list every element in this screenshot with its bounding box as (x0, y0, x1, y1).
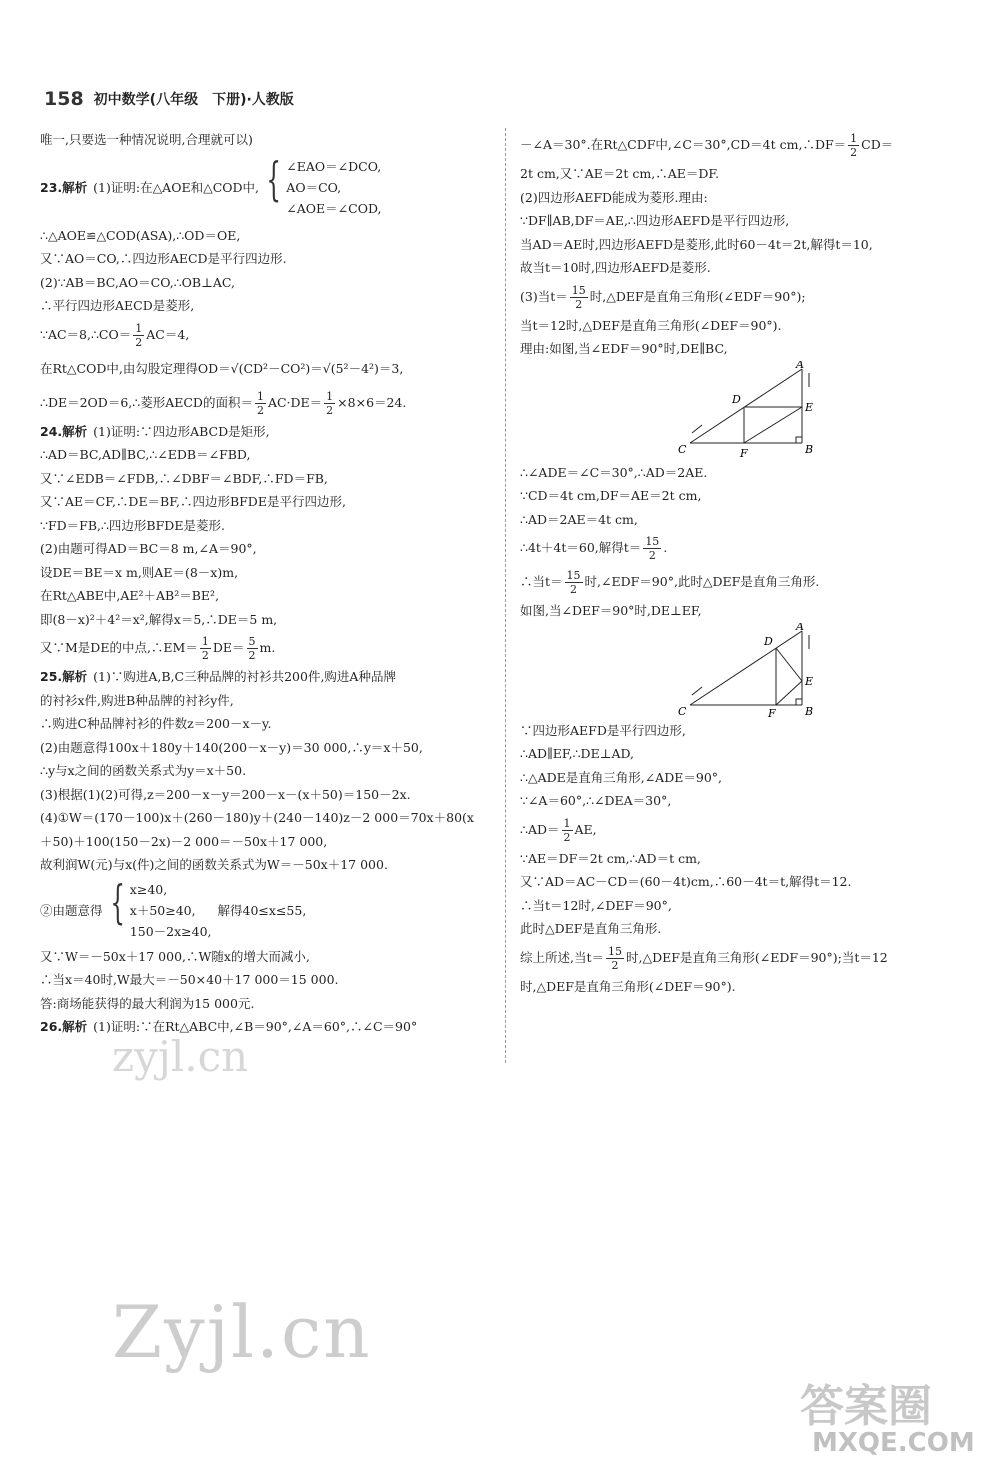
q23-line1 (40, 152, 492, 224)
q23-line6 (40, 318, 492, 352)
q25-line10 (40, 877, 492, 945)
q24-l10b: DE＝ (212, 640, 245, 655)
fraction (606, 945, 624, 972)
q25-l10b: 解得40≤x≤55, (217, 902, 307, 918)
q23-line7: 在Rt△COD中,由勾股定理得OD＝√(CD²－CO²)＝√(5²－4²)＝3, (40, 360, 404, 376)
r-line24: 此时△DEF是直角三角形. (520, 921, 662, 936)
q24-l1: (1)证明:∵四边形ABCD是矩形, (93, 423, 270, 439)
r-line20 (520, 813, 970, 847)
numerator: 1 (135, 321, 143, 335)
segment-fe (776, 681, 802, 705)
denominator: 2 (575, 297, 583, 311)
page-header (44, 88, 294, 110)
label-e: E (805, 400, 814, 414)
r-line9: 理由:如图,当∠EDF＝90°时,DE∥BC, (520, 341, 728, 356)
left-column (40, 128, 492, 1039)
q24-line2: ∴AD＝BC,AD∥BC,∴∠EDB＝∠FBD, (40, 447, 251, 462)
q25-line5: ∴y与x之间的函数关系式为y＝x＋50. (40, 763, 247, 778)
book-title: 初中数学(八年级 下册)·人教版 (93, 92, 294, 108)
denominator: 2 (648, 549, 656, 562)
r25b: 时,△DEF是直角三角形(∠EDF＝90°);当t＝12 (626, 949, 888, 965)
r1b: CD＝ (861, 137, 894, 152)
r20b: AE, (574, 821, 597, 837)
figure-1 (670, 361, 820, 461)
q25-line4: (2)由题意得100x＋180y＋140(200－x－y)＝30 000,∴y＝x＋50, (40, 739, 423, 755)
right-angle-mark (796, 699, 802, 705)
fraction (324, 390, 335, 417)
r-line8: 当t＝12时,△DEF是直角三角形(∠DEF＝90°). (520, 317, 782, 333)
r-line16: ∵四边形AEFD是平行四边形, (520, 722, 686, 738)
q23-line5: ∴平行四边形AECD是菱形, (40, 298, 195, 313)
r20a: ∴AD＝ (520, 821, 560, 837)
q25-cond-2: x＋50≥40, (129, 903, 196, 918)
fraction (570, 284, 588, 311)
label-f: F (768, 706, 776, 719)
r-line21: ∵AE＝DF＝2t cm,∴AD＝t cm, (520, 850, 701, 866)
q26-line1 (40, 1015, 492, 1039)
label-a: A (796, 622, 804, 633)
r-line15: 如图,当∠DEF＝90°时,DE⊥EF, (520, 603, 702, 618)
right-column (520, 128, 970, 998)
denominator: 2 (256, 403, 264, 417)
q26-label: 26.解析 (40, 1019, 88, 1034)
denominator: 2 (326, 403, 334, 417)
q24-line10 (40, 631, 492, 665)
numerator: 1 (201, 635, 209, 648)
r-line26: 时,△DEF是直角三角形(∠DEF＝90°). (520, 978, 736, 994)
numerator: 1 (256, 389, 264, 403)
r-line6: 故当t＝10时,四边形AEFD是菱形. (520, 260, 711, 275)
q25-line6: (3)根据(1)(2)可得,z＝200－x－y＝200－x－(x＋50)＝150－2x. (40, 786, 411, 802)
label-b: B (805, 442, 814, 456)
segment-fe (744, 407, 802, 443)
label-b: B (805, 704, 814, 718)
watermark-large: Zyjl.cn (112, 1290, 372, 1374)
r-line14 (520, 565, 970, 599)
q24-line9: 即(8－x)²＋4²＝x²,解得x＝5,∴DE＝5 m, (40, 611, 278, 627)
q25-condition-brace (103, 875, 212, 942)
q23-cond-3: ∠AOE＝∠COD, (286, 201, 382, 216)
q24-line4: 又∵AE＝CF,∴DE＝BF,∴四边形BFDE是平行四边形, (40, 494, 346, 509)
intro-line: 唯一,只要选一种情况说明,合理就可以) (40, 132, 253, 147)
q24-line5: ∵FD＝FB,∴四边形BFDE是菱形. (40, 517, 225, 533)
q24-line1 (40, 420, 492, 444)
q23-cond-2: AO＝CO, (286, 180, 342, 195)
arrow-c (692, 687, 702, 695)
r-line22: 又∵AD＝AC－CD＝(60－4t)cm,∴60－4t＝t,解得t＝12. (520, 874, 852, 889)
q26-l1: (1)证明:∵在Rt△ABC中,∠B＝90°,∠A＝60°,∴∠C＝90° (93, 1019, 418, 1034)
fraction (255, 390, 266, 417)
label-c: C (678, 704, 687, 718)
r-line4: ∵DF∥AB,DF＝AE,∴四边形AEFD是平行四边形, (520, 213, 790, 228)
denominator: 2 (201, 649, 209, 662)
label-d: D (732, 392, 741, 406)
numerator: 5 (248, 635, 256, 648)
q25-line2: 的衬衫x件,购进B种品牌的衬衫y件, (40, 692, 234, 708)
watermark-logo: 答案圈 (800, 1381, 932, 1432)
watermark-small: zyjl.cn (112, 1032, 249, 1081)
numerator: 15 (571, 283, 586, 297)
r-line5: 当AD＝AE时,四边形AEFD是菱形,此时60－4t＝2t,解得t＝10, (520, 236, 873, 252)
q23-l6a: ∵AC＝8,∴CO＝ (40, 326, 132, 342)
q23-l8c: ×8×6＝24. (337, 394, 407, 410)
r7b: 时,△DEF是直角三角形(∠EDF＝90°); (589, 288, 806, 304)
q23-line4: (2)∵AB＝BC,AO＝CO,∴OB⊥AC, (40, 274, 235, 290)
numerator: 15 (566, 569, 581, 582)
q23-line2: ∴△AOE≌△COD(ASA),∴OD＝OE, (40, 227, 241, 243)
numerator: 1 (850, 132, 858, 145)
r13b: . (663, 540, 668, 555)
numerator: 1 (563, 816, 571, 830)
q25-line11: 又∵W＝－50x＋17 000,∴W随x的增大而减小, (40, 948, 310, 964)
denominator: 2 (611, 958, 619, 972)
q23-l6b: AC＝4, (146, 326, 190, 342)
denominator: 2 (570, 583, 578, 596)
page-number: 158 (44, 88, 84, 110)
fraction (565, 569, 583, 596)
r1a: －∠A＝30°.在Rt△CDF中,∠C＝30°,CD＝4t cm,∴DF＝ (520, 137, 847, 152)
r-line19: ∵∠A＝60°,∴∠DEA＝30°, (520, 793, 672, 808)
figure-1-slot (520, 361, 970, 461)
label-c: C (678, 442, 687, 456)
fraction (643, 535, 661, 562)
r13a: ∴4t＋4t＝60,解得t＝ (520, 540, 642, 555)
r-line7 (520, 280, 970, 314)
right-angle-mark (796, 437, 802, 443)
r25a: 综上所述,当t＝ (520, 949, 604, 965)
q23-line3: 又∵AO＝CO,∴四边形AECD是平行四边形. (40, 251, 287, 266)
q25-l10a: ②由题意得 (40, 902, 103, 918)
q25-cond-3: 150－2x≥40, (129, 924, 212, 939)
label-e: E (805, 674, 814, 688)
q23-text: (1)证明:在△AOE和△COD中, (93, 179, 260, 195)
q25-cond-1: x≥40, (129, 882, 168, 897)
q23-label: 23.解析 (40, 179, 88, 195)
brace-icon: { (109, 875, 125, 929)
fraction (200, 635, 211, 662)
denominator: 2 (563, 830, 571, 844)
q23-cond-1: ∠EAO＝∠DCO, (286, 159, 382, 174)
segment-ca (690, 369, 802, 443)
q24-l10a: 又∵M是DE的中点,∴EM＝ (40, 640, 198, 655)
q25-line1 (40, 665, 492, 689)
r-line18: ∴△ADE是直角三角形,∠ADE＝90°, (520, 769, 722, 785)
q25-l1: (1)∵购进A,B,C三种品牌的衬衫共200件,购进A种品牌 (93, 669, 396, 684)
r14b: 时,∠EDF＝90°,此时△DEF是直角三角形. (584, 574, 820, 589)
r-line17: ∴AD∥EF,∴DE⊥AD, (520, 746, 635, 761)
label-d: D (764, 634, 773, 648)
q24-line8: 在Rt△ABE中,AE²＋AB²＝BE², (40, 588, 220, 603)
q23-l8a: ∴DE＝2OD＝6,∴菱形AECD的面积＝ (40, 394, 253, 410)
numerator: 15 (608, 944, 622, 958)
figure-2-slot (520, 623, 970, 719)
q25-line8: ＋50)＋100(150－2x)－2 000＝－50x＋17 000, (40, 833, 328, 849)
fraction (133, 322, 144, 349)
r-line11: ∵CD＝4t cm,DF＝AE＝2t cm, (520, 488, 702, 503)
fraction (848, 132, 859, 159)
r-line1 (520, 128, 970, 162)
segment-ca (690, 631, 802, 705)
watermark-site: MXQE.COM (812, 1428, 975, 1458)
q24-line3: 又∵∠EDB＝∠FDB,∴∠DBF＝∠BDF,∴FD＝FB, (40, 470, 328, 486)
r14a: ∴当t＝ (520, 574, 563, 589)
column-divider (505, 128, 506, 1063)
label-a: A (796, 360, 804, 371)
q23-condition-brace (259, 152, 382, 219)
q23-l8b: AC·DE＝ (267, 394, 323, 410)
r-line12: ∴AD＝2AE＝4t cm, (520, 511, 638, 527)
numerator: 1 (326, 389, 334, 403)
q24-line6: (2)由题可得AD＝BC＝8 m,∠A＝90°, (40, 541, 257, 556)
denominator: 2 (135, 335, 143, 349)
q25-label: 25.解析 (40, 669, 88, 684)
r-line25 (520, 941, 970, 975)
r-line23: ∴当t＝12时,∠DEF＝90°, (520, 897, 672, 913)
denominator: 2 (850, 146, 858, 159)
arrow-c (692, 425, 702, 433)
q25-line12: ∴当x＝40时,W最大＝－50×40＋17 000＝15 000. (40, 972, 339, 987)
figure-2 (670, 623, 820, 719)
r7a: (3)当t＝ (520, 288, 568, 304)
segment-de (776, 648, 802, 681)
q23-line8 (40, 386, 492, 420)
q25-line9: 故利润W(元)与x(件)之间的函数关系式为W＝－50x＋17 000. (40, 857, 388, 872)
q24-l10c: m. (259, 640, 276, 655)
q24-line7: 设DE＝BE＝x m,则AE＝(8－x)m, (40, 564, 239, 580)
numerator: 15 (645, 535, 660, 548)
q25-line3: ∴购进C种品牌衬衫的件数z＝200－x－y. (40, 716, 272, 731)
q25-line7: (4)①W＝(170－100)x＋(260－180)y＋(240－140)z－2 000＝70x＋80(x (40, 810, 474, 825)
brace-icon: { (266, 152, 281, 206)
r-line3: (2)四边形AEFD能成为菱形.理由: (520, 189, 708, 205)
r-line2: 2t cm,又∵AE＝2t cm,∴AE＝DF. (520, 166, 720, 181)
fraction (247, 635, 258, 662)
q25-line13: 答:商场能获得的最大利润为15 000元. (40, 995, 255, 1011)
q24-label: 24.解析 (40, 423, 88, 439)
r-line10: ∴∠ADE＝∠C＝30°,∴AD＝2AE. (520, 464, 708, 480)
r-line13 (520, 531, 970, 565)
fraction (562, 817, 573, 844)
denominator: 2 (248, 649, 256, 662)
label-f: F (740, 446, 748, 460)
